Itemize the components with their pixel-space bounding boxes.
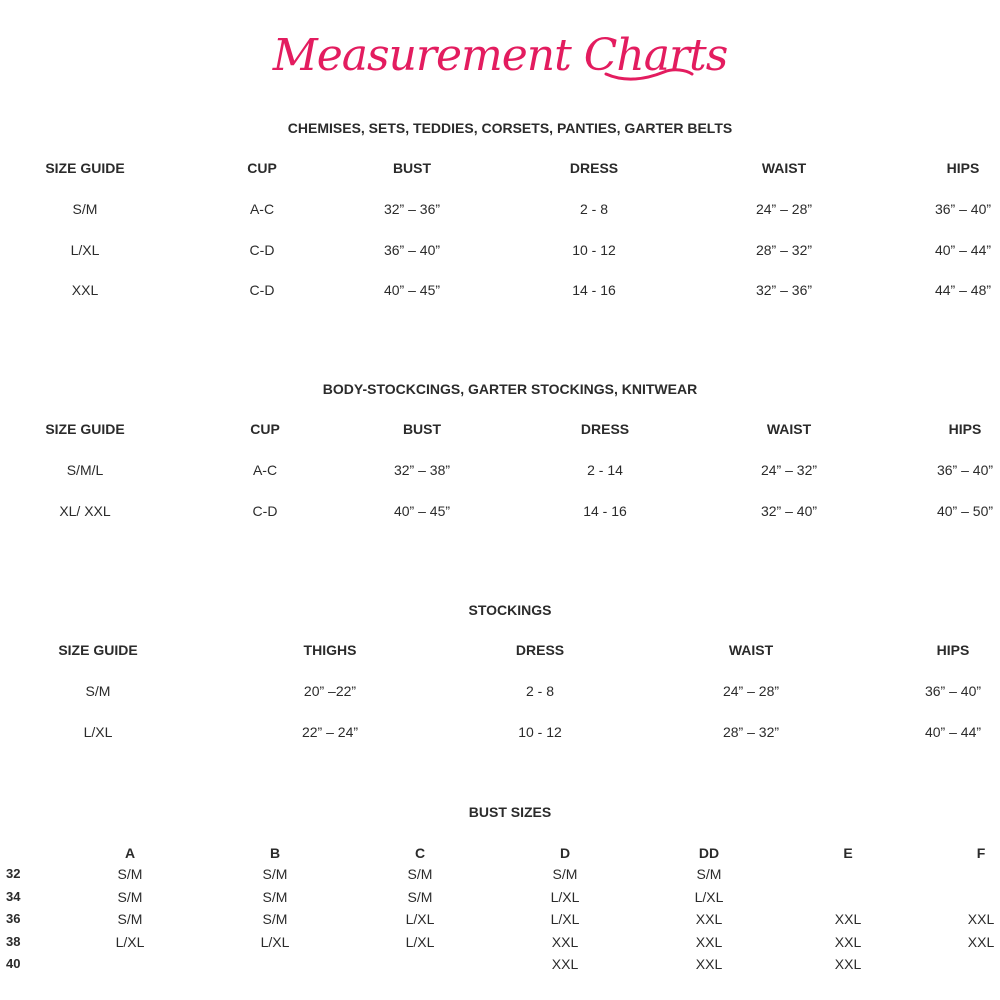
- column-header: HIPS: [948, 421, 982, 437]
- table-cell: L/XL: [694, 888, 724, 905]
- cup-header: A: [124, 845, 136, 861]
- table-cell: 40” – 50”: [936, 502, 994, 519]
- table-cell: S/M: [117, 911, 143, 927]
- section-title: CHEMISES, SETS, TEDDIES, CORSETS, PANTIES, GARTER BELTS: [287, 120, 733, 136]
- title-swash-decoration: [604, 60, 694, 84]
- column-header: BUST: [392, 160, 432, 176]
- table-cell: 24” – 28”: [722, 683, 780, 699]
- page-title: Measurement Charts: [272, 30, 728, 81]
- table-cell: 36” – 40”: [934, 201, 992, 217]
- table-cell: S/M: [72, 201, 98, 217]
- section-title: STOCKINGS: [468, 602, 552, 618]
- table-cell: S/M: [407, 866, 433, 882]
- table-cell: 32” – 40”: [760, 502, 818, 519]
- table-cell: S/M: [117, 888, 143, 905]
- table-cell: L/XL: [405, 933, 435, 950]
- table-cell: L/XL: [115, 933, 145, 950]
- table-cell: S/M: [117, 866, 143, 882]
- table-cell: XXL: [967, 911, 995, 927]
- table-cell: S/M: [262, 911, 288, 927]
- cup-header: DD: [698, 845, 720, 861]
- column-header: SIZE GUIDE: [58, 642, 138, 658]
- table-cell: L/XL: [260, 933, 290, 950]
- table-cell: XL/ XXL: [59, 502, 111, 519]
- table-cell: S/M/L: [66, 462, 104, 478]
- table-cell: L/XL: [83, 723, 113, 740]
- column-header: WAIST: [728, 642, 774, 658]
- table-cell: 40” – 45”: [393, 502, 451, 519]
- table-cell: 36” – 40”: [924, 683, 982, 699]
- band-size-label: 40: [6, 956, 21, 971]
- table-cell: A-C: [249, 201, 275, 217]
- column-header: WAIST: [761, 160, 807, 176]
- table-cell: 2 - 8: [525, 683, 555, 699]
- section-title: BUST SIZES: [468, 804, 552, 820]
- table-cell: 36” – 40”: [936, 462, 994, 478]
- band-size-label: 34: [6, 888, 21, 904]
- table-cell: 14 - 16: [572, 282, 616, 298]
- table-cell: 28” – 32”: [722, 723, 780, 740]
- table-cell: 2 - 8: [579, 201, 609, 217]
- table-cell: L/XL: [550, 888, 580, 905]
- table-cell: XXL: [834, 933, 862, 950]
- table-cell: C-D: [249, 241, 275, 258]
- column-header: DRESS: [515, 642, 565, 658]
- column-header: SIZE GUIDE: [45, 421, 125, 437]
- table-cell: L/XL: [405, 911, 435, 927]
- table-cell: 24” – 28”: [755, 201, 813, 217]
- table-cell: XXL: [834, 911, 862, 927]
- table-cell: 24” – 32”: [760, 462, 818, 478]
- table-cell: L/XL: [70, 241, 100, 258]
- table-cell: S/M: [262, 866, 288, 882]
- column-header: CUP: [247, 160, 277, 176]
- column-header: THIGHS: [303, 642, 357, 658]
- table-cell: 14 - 16: [583, 502, 627, 519]
- table-cell: 44” – 48”: [934, 282, 992, 298]
- table-cell: 40” – 45”: [383, 282, 441, 298]
- table-cell: XXL: [967, 933, 995, 950]
- table-cell: XXL: [551, 956, 579, 972]
- section-title: BODY-STOCKCINGS, GARTER STOCKINGS, KNITWEAR: [322, 381, 698, 397]
- cup-header: B: [269, 845, 281, 861]
- table-cell: C-D: [252, 502, 278, 519]
- column-header: WAIST: [766, 421, 812, 437]
- table-cell: 40” – 44”: [924, 723, 982, 740]
- table-cell: XXL: [71, 282, 99, 298]
- table-cell: 28” – 32”: [755, 241, 813, 258]
- table-cell: XXL: [695, 956, 723, 972]
- table-cell: XXL: [551, 933, 579, 950]
- table-cell: 10 - 12: [518, 723, 562, 740]
- table-cell: 32” – 38”: [393, 462, 451, 478]
- table-cell: S/M: [407, 888, 433, 905]
- cup-header: E: [843, 845, 853, 861]
- table-cell: 22” – 24”: [301, 723, 359, 740]
- table-cell: 2 - 14: [587, 462, 623, 478]
- band-size-label: 32: [6, 866, 21, 881]
- column-header: CUP: [250, 421, 280, 437]
- column-header: SIZE GUIDE: [45, 160, 125, 176]
- column-header: HIPS: [946, 160, 980, 176]
- table-cell: C-D: [249, 282, 275, 298]
- cup-header: F: [976, 845, 986, 861]
- column-header: BUST: [402, 421, 442, 437]
- column-header: DRESS: [580, 421, 630, 437]
- table-cell: S/M: [696, 866, 722, 882]
- table-cell: S/M: [552, 866, 578, 882]
- table-cell: 40” – 44”: [934, 241, 992, 258]
- table-cell: 32” – 36”: [755, 282, 813, 298]
- table-cell: 20” –22”: [303, 683, 357, 699]
- table-cell: 10 - 12: [572, 241, 616, 258]
- table-cell: 36” – 40”: [383, 241, 441, 258]
- column-header: HIPS: [936, 642, 970, 658]
- column-header: DRESS: [569, 160, 619, 176]
- band-size-label: 38: [6, 933, 21, 949]
- table-cell: L/XL: [550, 911, 580, 927]
- table-cell: A-C: [252, 462, 278, 478]
- table-cell: XXL: [695, 933, 723, 950]
- table-cell: XXL: [695, 911, 723, 927]
- table-cell: S/M: [262, 888, 288, 905]
- band-size-label: 36: [6, 911, 21, 926]
- table-cell: 32” – 36”: [383, 201, 441, 217]
- table-cell: XXL: [834, 956, 862, 972]
- cup-header: D: [559, 845, 571, 861]
- table-cell: S/M: [85, 683, 111, 699]
- cup-header: C: [414, 845, 426, 861]
